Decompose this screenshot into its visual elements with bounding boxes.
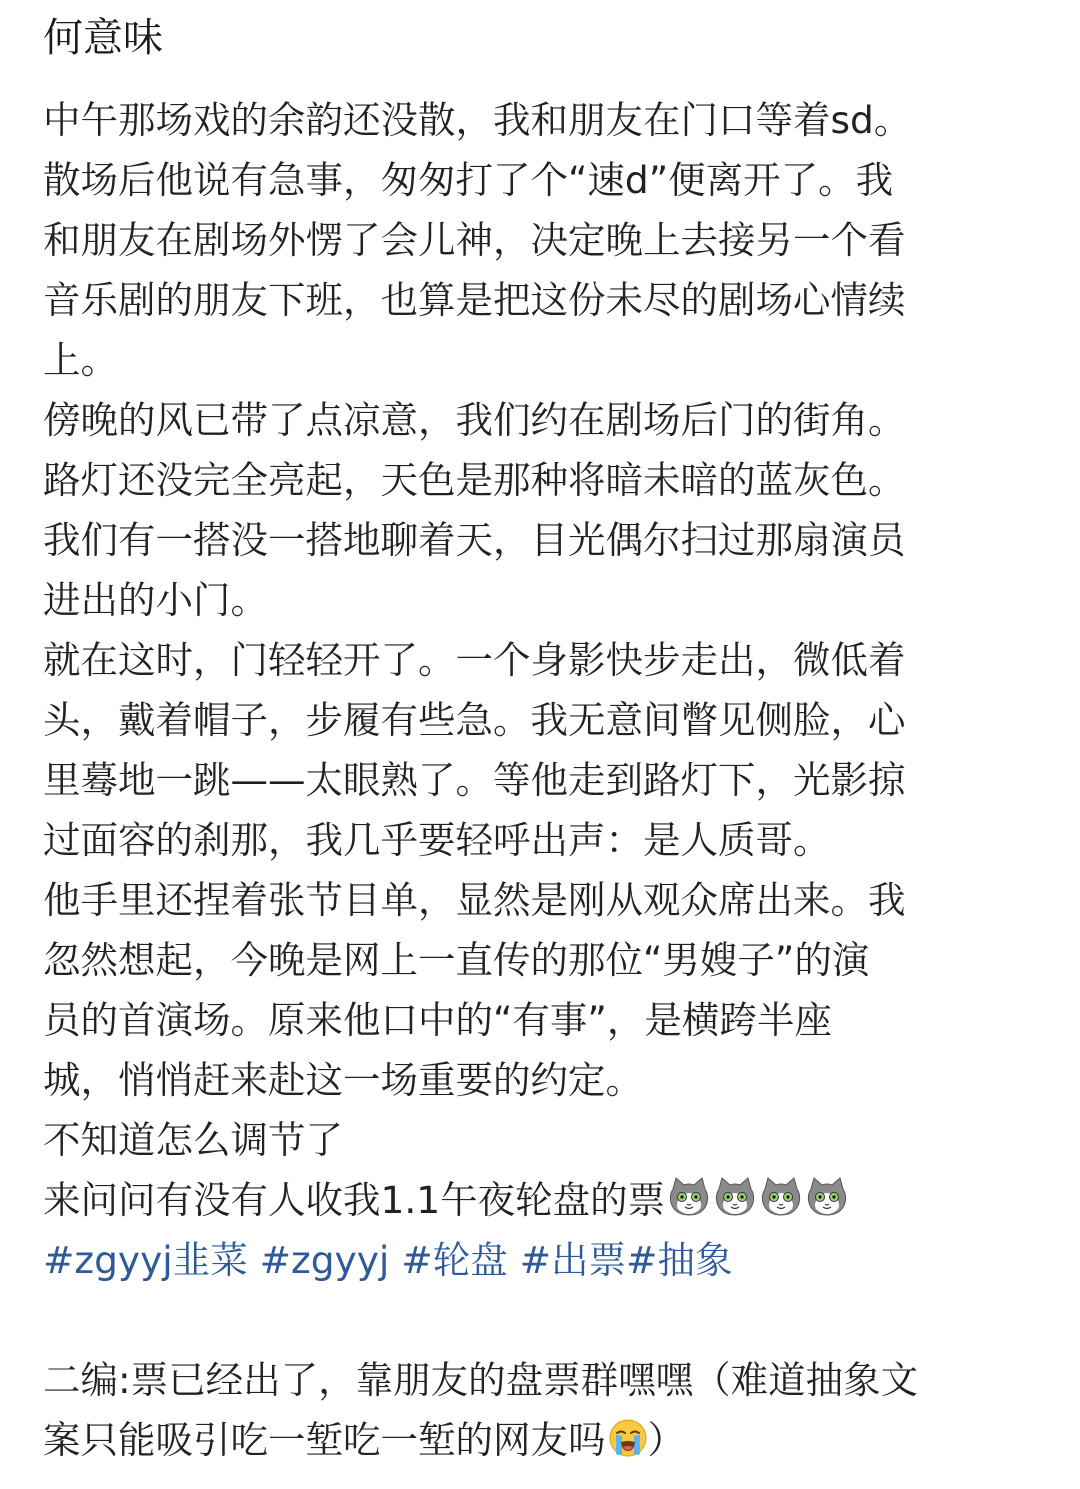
hashtag-link[interactable]: #抽象 — [626, 1238, 733, 1282]
edit-note-end: ） — [647, 1418, 685, 1462]
body-line: 中午那场戏的余韵还没散，我和朋友在门口等着sd。 — [43, 98, 912, 142]
body-line: 不知道怎么调节了 — [43, 1118, 343, 1162]
body-line: 他手里还捏着张节目单，显然是刚从观众席出来。我 — [43, 878, 906, 922]
body-line: 傍晚的风已带了点凉意，我们约在剧场后门的街角。 — [43, 398, 906, 442]
body-line: 和朋友在剧场外愣了会儿神，决定晚上去接另一个看 — [43, 218, 906, 262]
hashtag-link[interactable]: #zgyyj — [259, 1238, 390, 1282]
body-line: 里蓦地一跳——太眼熟了。等他走到路灯下，光影掠 — [43, 758, 906, 802]
body-line: 进出的小门。 — [43, 578, 268, 622]
spacer — [43, 1290, 1043, 1350]
body-line: 过面容的刹那，我几乎要轻呼出声：是人质哥。 — [43, 818, 831, 862]
cat-face-icon — [713, 1175, 757, 1219]
post-title: 何意味 — [43, 15, 163, 61]
body-line: 上。 — [43, 338, 118, 382]
edit-note-text: 案只能吸引吃一堑吃一堑的网友吗 — [43, 1418, 606, 1462]
hashtag-link[interactable]: #轮盘 — [401, 1238, 508, 1282]
body-line: 音乐剧的朋友下班，也算是把这份未尽的剧场心情续 — [43, 278, 906, 322]
hashtag-row — [43, 1230, 1043, 1290]
hashtag-link[interactable]: #出票 — [519, 1238, 627, 1282]
body-line: 路灯还没完全亮起，天色是那种将暗未暗的蓝灰色。 — [43, 458, 906, 502]
cat-face-icon — [805, 1175, 849, 1219]
crying-face-icon — [608, 1418, 648, 1458]
cat-face-icon — [759, 1175, 803, 1219]
cat-face-icon — [667, 1175, 711, 1219]
hashtag-link[interactable]: #zgyyj韭菜 — [43, 1238, 248, 1282]
ticket-text: 来问问有没有人收我1.1午夜轮盘的票 — [43, 1178, 666, 1222]
body-line: 散场后他说有急事，匆匆打了个“速d”便离开了。我 — [43, 158, 894, 202]
body-line: 忽然想起，今晚是网上一直传的那位“男嫂子”的演 — [43, 938, 870, 982]
body-line: 就在这时，门轻轻开了。一个身影快步走出，微低着 — [43, 638, 906, 682]
body-line: 头，戴着帽子，步履有些急。我无意间瞥见侧脸，心 — [43, 698, 906, 742]
ticket-line — [43, 1170, 1043, 1230]
edit-note-line — [43, 1410, 1043, 1470]
body-line: 我们有一搭没一搭地聊着天，目光偶尔扫过那扇演员 — [43, 518, 906, 562]
edit-note-line: 二编:票已经出了，靠朋友的盘票群嘿嘿（难道抽象文 — [43, 1358, 919, 1402]
post-body — [43, 90, 1043, 1470]
body-line: 城，悄悄赶来赴这一场重要的约定。 — [43, 1058, 643, 1102]
body-line: 员的首演场。原来他口中的“有事”，是横跨半座 — [43, 998, 832, 1042]
